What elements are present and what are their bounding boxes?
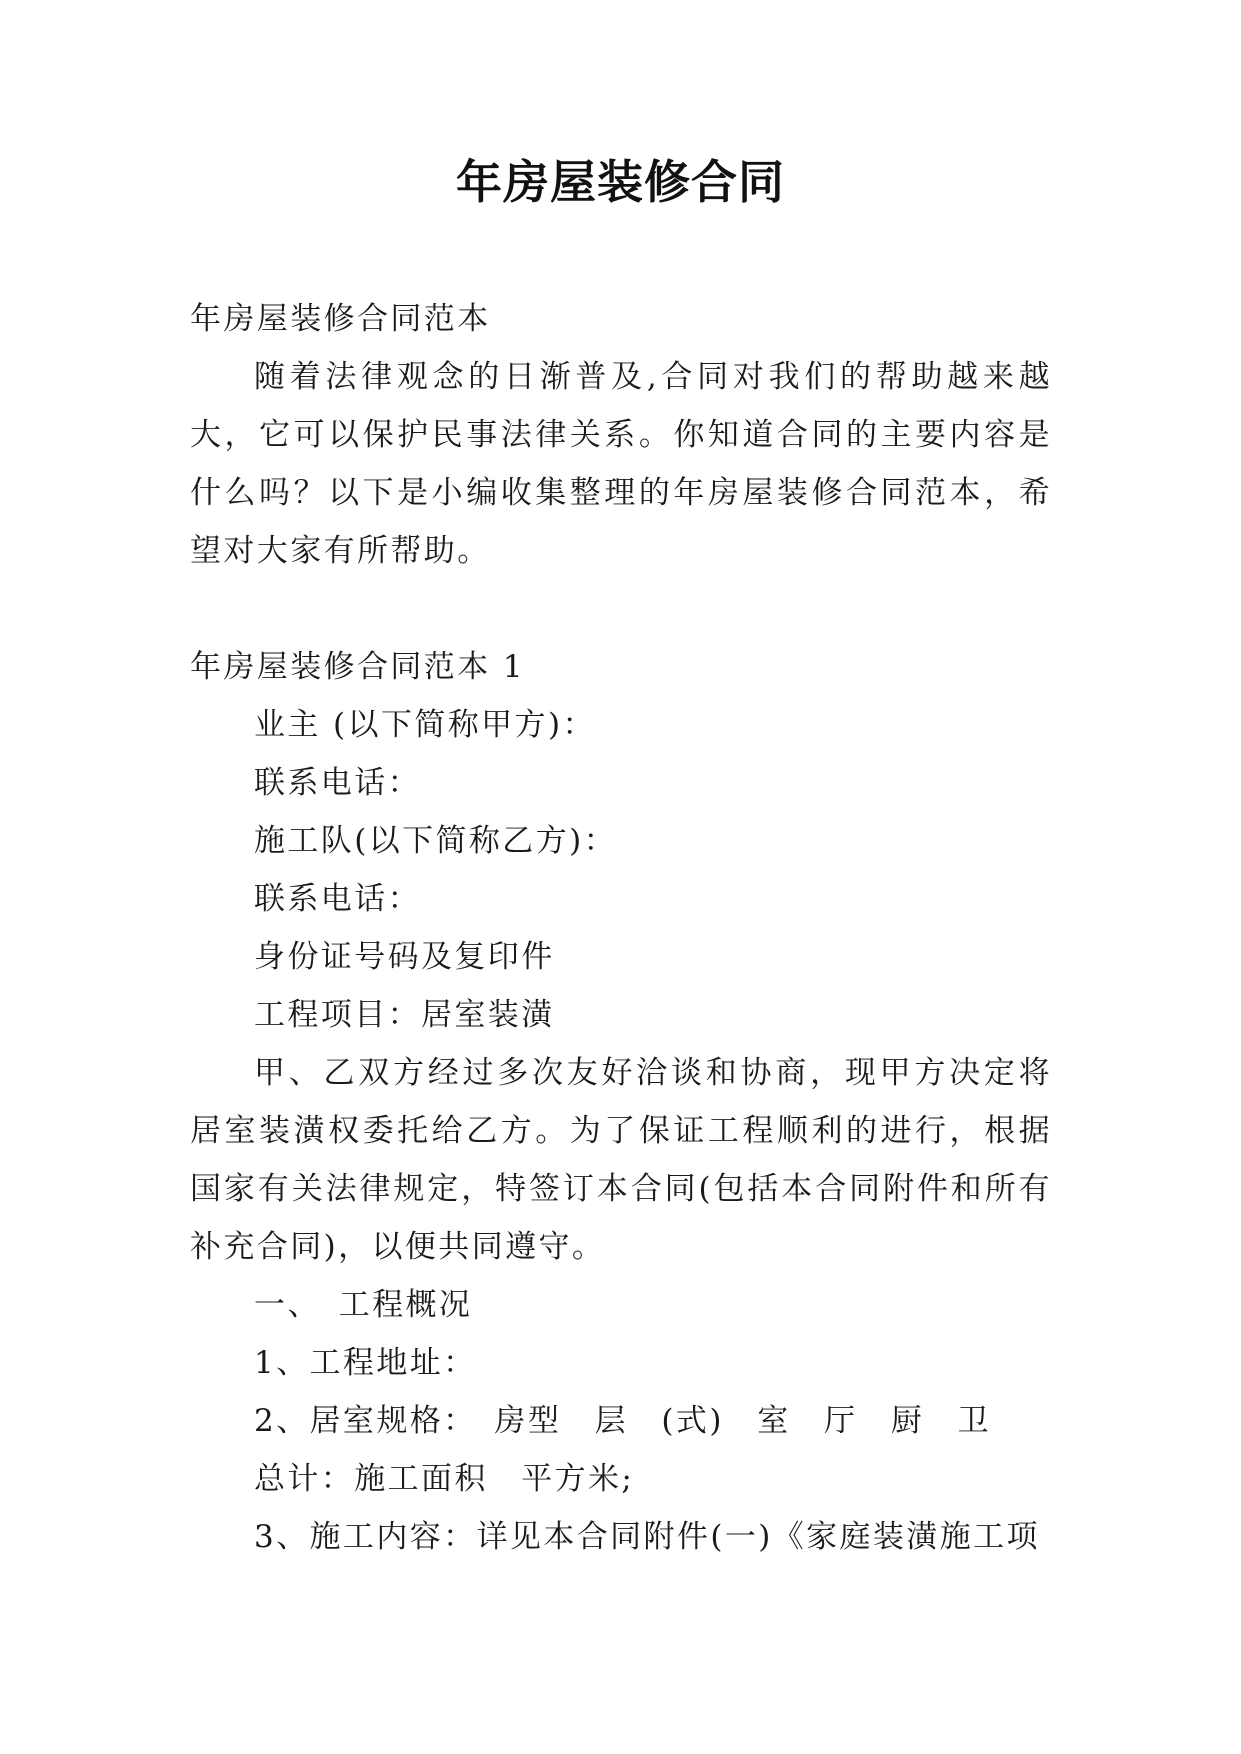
party-b-phone-line: 联系电话： <box>254 881 421 917</box>
project-line: 工程项目：居室装潢 <box>254 997 555 1033</box>
room-spec-item: 2、居室规格： 房型 层 (式) 室 厅 厨 卫 <box>254 1403 992 1439</box>
id-number-line: 身份证号码及复印件 <box>254 939 555 975</box>
party-a-line: 业主 (以下简称甲方)： <box>254 707 596 743</box>
intro-paragraph: 随着法律观念的日渐普及,合同对我们的帮助越来越大，它可以保护民事法律关系。你知道合同的主要内容是什么吗？以下是小编收集整理的年房屋装修合同范本，希望对大家有所帮助。 <box>190 359 1052 569</box>
document-title: 年房屋装修合同 <box>456 155 785 209</box>
agreement-paragraph: 甲、乙双方经过多次友好洽谈和协商，现甲方决定将居室装潢权委托给乙方。为了保证工程顺利的进行，根据国家有关法律规定，特签订本合同(包括本合同附件和所有补充合同)，以便共同遵守。 <box>190 1055 1052 1265</box>
paragraph-gap <box>190 580 1052 638</box>
project-address-item: 1、工程地址： <box>254 1345 477 1381</box>
party-b-line: 施工队(以下简称乙方)： <box>254 823 617 859</box>
chapter-one-heading: 一、 工程概况 <box>254 1287 473 1323</box>
party-a-phone-line: 联系电话： <box>254 765 421 801</box>
section-heading: 年房屋装修合同范本 1 <box>190 649 525 685</box>
document-body <box>190 290 1052 1566</box>
total-area-item: 总计：施工面积 平方米; <box>254 1461 635 1497</box>
construction-content-item: 3、施工内容：详见本合同附件(一)《家庭装潢施工项 <box>254 1519 1040 1555</box>
subtitle: 年房屋装修合同范本 <box>190 301 491 337</box>
